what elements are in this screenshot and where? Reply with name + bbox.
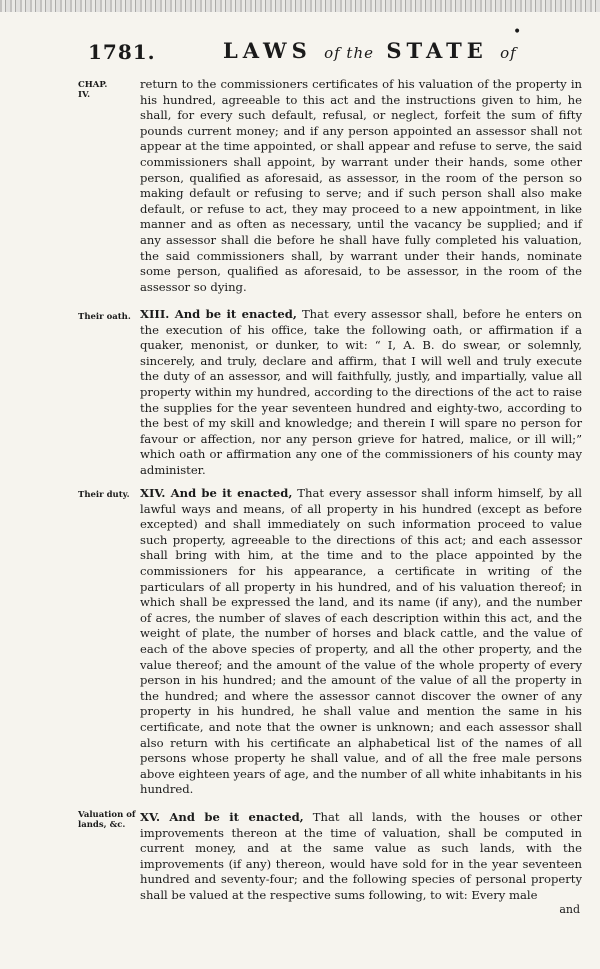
section-xiv-text: That every assessor shall inform himself, by all lawful ways and means, of all property in his hundred (except as before excepted) and shall immediately on such information proceed to value such property, agreeable to the directions of this act; and each assessor shall bring with him, at the time and to the place appointed by the commissioners for his appearance, a certificate in writing of the particulars of all property in his hundred, and of his valuation thereof; in which shall be expressed the land, and its name (if any), and the number of acres, the number of slaves of each description within this act, and the weight of plate, the number of horses and black cattle, and the value of each of the above species of property, and all the other property, and the value thereof; and the amount of the value of the whole property of every person in his hundred; and the amount of the value of all the property in the hundred; and where the assessor cannot discover the owner of any property in his hundred, he shall value and mention the same in his certificate, and note that the owner is unknown; and each assessor shall also return with his certificate an alphabetical list of the names of all persons whose property he shall value, and of all the free male persons above eighteen years of age, and the number of all white inhabitants in his hundred.	[140, 486, 583, 797]
paragraph-continuation: return to the commissioners certificates of his valuation of the property in his hundred, agreeable to this act and the instructions given to him, he shall, for every such default, refusal, or neglect, forfeit the sum of fifty pounds current money; and if any person appointed an assessor shall not appear at the time appointed, or shall appear and refuse to serve, the said commissioners shall appoint, by warrant under their hands, some other person, qualified as aforesaid, as assessor, in the room of the person so making default or refusing to serve; and if such person shall also make default, or refuse to act, they may proceed to a new appointment, in like manner and as often as necessary, until the vacancy be supplied; and if any assessor shall die before he shall have fully completed his valuation, the said commissioners shall, by warrant under their hands, nominate some person, qualified as aforesaid, to be assessor, in the room of the assessor so dying.	[140, 77, 582, 294]
section-xiii-heading: XIII. And be it enacted,	[140, 307, 297, 321]
margin-note-oath: Their oath.	[78, 312, 131, 322]
title-of: of	[500, 44, 517, 62]
section-xiv-heading: XIV. And be it enacted,	[140, 486, 293, 500]
section-xv-text: That all lands, with the houses or other improvements thereon at the time of valuation, shall be computed in current money, and at the same value as such lands, with the improvements (if any) thereon, would have sold for in the year seventeen hundred and seventy-four; and the following species of personal property shall be valued at the respective sums following, to wit: Every male	[140, 810, 582, 902]
section-xv-heading: XV. And be it enacted,	[140, 810, 304, 824]
title-of-the: of the	[324, 44, 374, 62]
running-title	[223, 38, 517, 63]
margin-note-valuation: Valuation of lands, &c.	[78, 810, 136, 830]
section-xiii	[140, 307, 582, 479]
margin-note-chapter: CHAP. IV.	[78, 80, 108, 100]
title-state: STATE	[386, 38, 488, 63]
margin-note-duty: Their duty.	[78, 490, 130, 500]
running-header	[88, 24, 593, 68]
page-year: 1781.	[88, 40, 156, 64]
page-top-edge	[0, 0, 600, 12]
title-laws: LAWS	[223, 38, 312, 63]
catchword: and	[559, 903, 580, 916]
section-xiv	[140, 486, 582, 798]
section-xv	[140, 810, 582, 904]
ink-dot: •	[513, 24, 522, 40]
section-xiii-text: That every assessor shall, before he enters on the execution of his office, take the following oath, or affirmation if a quaker, menonist, or dunker, to wit: “ I, A. B. do swear, or solemnly, sincerely, and truly, declare and affirm, that I will well and truly execute the duty of an assessor, and will faithfully, justly, and impartially, value all property within my hundred, according to the directions of the act to raise the supplies for the year seventeen hundred and eighty-two, according to the best of my skill and knowledge; and therein I will spare no person for favour or affection, nor any person grieve for hatred, malice, or ill will;” which oath or affirmation any one of the commissioners of his county may administer.	[140, 307, 582, 477]
